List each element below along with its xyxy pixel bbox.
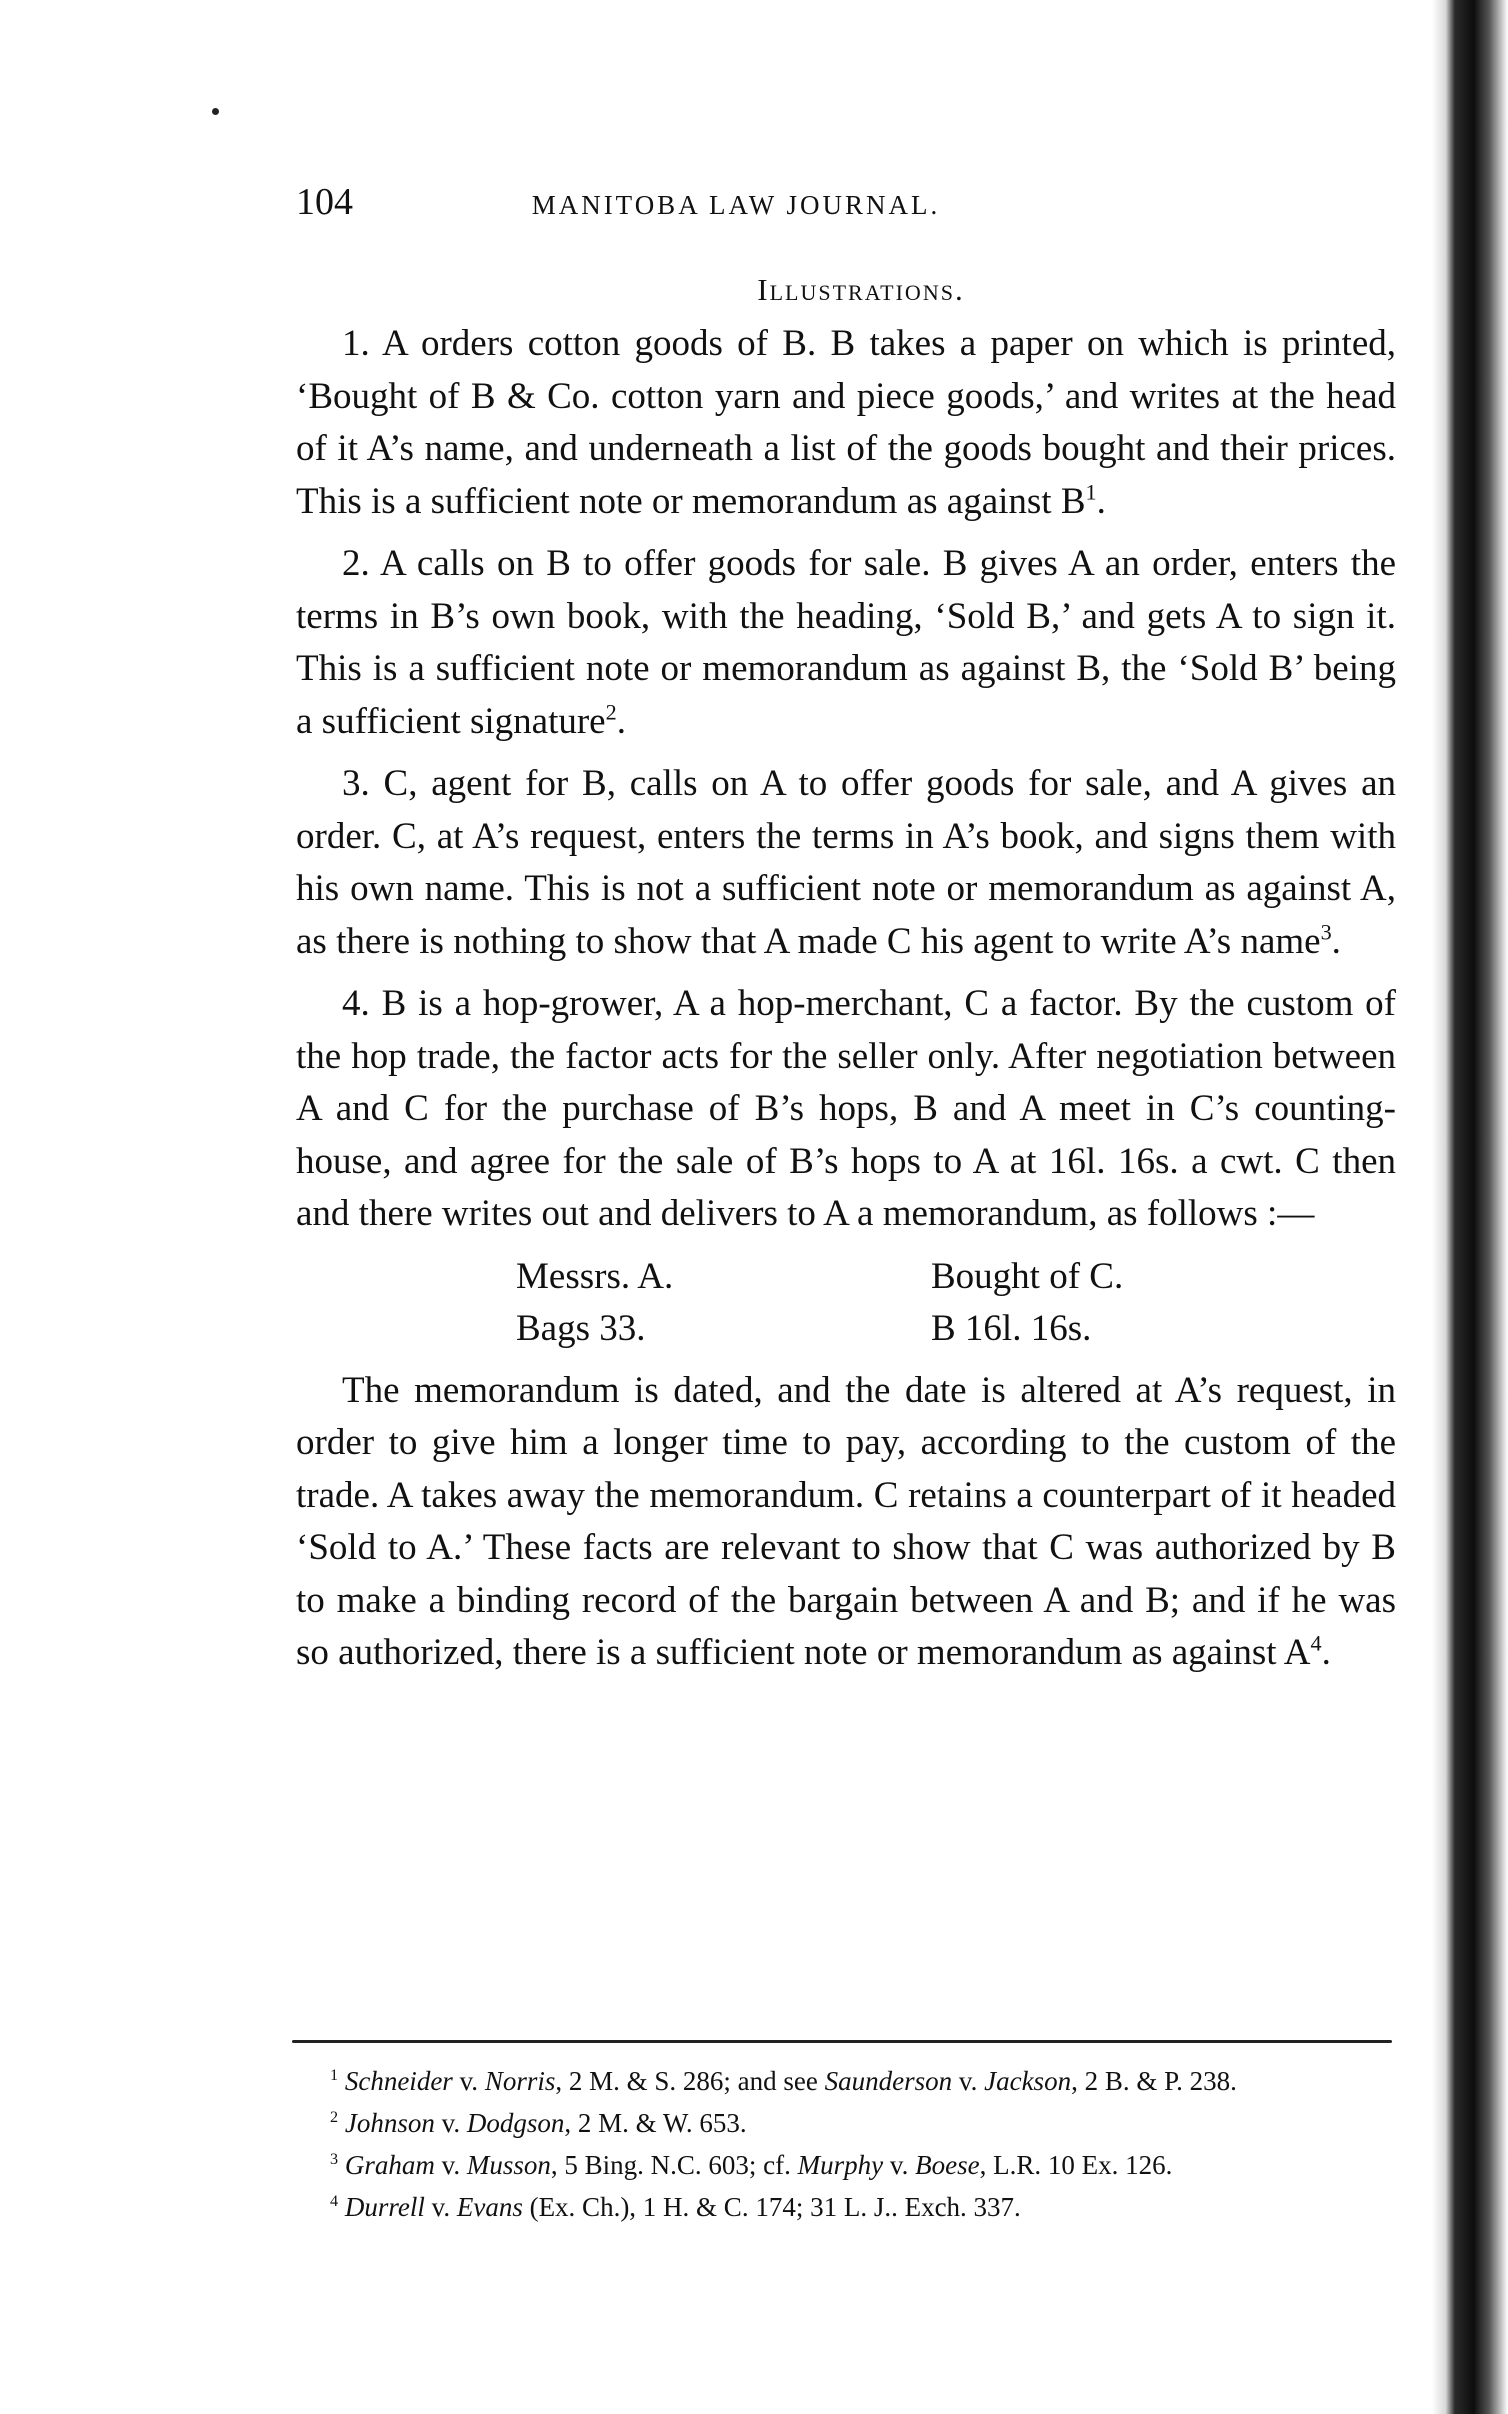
illustration-paragraph-1: 1. A orders cotton goods of B. B takes a paper on which is printed, ‘Bought of B & Co. cotton yarn and piece goods,’ and writes at the head of it A’s name, and underneath a list of the goods bought and their prices. This is a sufficient note or memorandum as against $B^1$. (296, 323, 1396, 522)
journal-title: MANITOBA LAW JOURNAL. (531, 190, 941, 220)
page-number: 104 (296, 181, 353, 223)
illustration-paragraph-2: 2. A calls on B to offer goods for sale. B gives A an order, enters the terms in B’s own book, with the heading, ‘Sold B,’ and gets A to sign it. This is a sufficient note or memorandum as against B, the ‘Sold B’ being a sufficient signature$^2$. (296, 543, 1396, 742)
footnote-ref: 1 (1085, 479, 1097, 505)
running-head (296, 180, 1086, 230)
memo-quantity: Bags 33. (516, 1307, 646, 1349)
memo-price: B 16l. 16s. (931, 1307, 1092, 1349)
illustration-paragraph-3: 3. C, agent for B, calls on A to offer goods for sale, and A gives an order. C, at A’s request, enters the terms in A’s book, and signs them with his own name. This is not a sufficient note or memorandum as against A, as there is nothing to show that A made C his agent to write A’s name$^3$. (296, 763, 1396, 962)
footnote-2: $^2$ Johnson v. Dodgson, 2 M. & W. 653. (330, 2108, 747, 2138)
memo-addressee: Messrs. A. (516, 1255, 674, 1297)
footnote-ref: 3 (1320, 919, 1332, 945)
closing-paragraph: The memorandum is dated, and the date is altered at A’s request, in order to give him a longer time to pay, according to the custom of the trade. A takes away the memorandum. C retains a counterpart of it headed ‘Sold to A.’ These facts are relevant to show that C was authorized by B to make a binding record of the bargain between A and B; and if he was so authorized, there is a sufficient note or memorandum as against $A^4$. (296, 1369, 1396, 1673)
footnote-rule (292, 2040, 1392, 2043)
section-heading: Illustrations. (757, 272, 965, 307)
body-text (296, 318, 1396, 1690)
footnote-ref: 4 (1310, 1630, 1322, 1656)
ink-speck (212, 108, 219, 115)
memorandum-block (516, 1251, 1396, 1355)
illustration-paragraph-4: 4. B is a hop-grower, A a hop-merchant, C a factor. By the custom of the hop trade, the factor acts for the seller only. After negotiation between A and C for the purchase of B’s hops, B and A meet in C’s counting-house, and agree for the sale of B’s hops to A at 16l. 16s. a cwt. C then and there writes out and delivers to A a memorandum, as follows :— (296, 983, 1396, 1234)
footnotes (290, 2060, 1400, 2228)
footnote-ref: 2 (605, 699, 617, 725)
memo-seller: Bought of C. (931, 1255, 1124, 1297)
footnote-3: $^3$ Graham v. Musson, 5 Bing. N.C. 603; cf. Murphy v. Boese, L.R. 10 Ex. 126. (330, 2150, 1173, 2180)
footnote-4: $^4$ Durrell v. Evans (Ex. Ch.), 1 H. & C. 174; 31 L. J.. Exch. 337. (330, 2192, 1021, 2222)
footnote-1: $^1$ Schneider v. Norris, 2 M. & S. 286; and see Saunderson v. Jackson, 2 B. & P. 238. (330, 2066, 1237, 2096)
book-spine-shadow (1432, 0, 1508, 2414)
